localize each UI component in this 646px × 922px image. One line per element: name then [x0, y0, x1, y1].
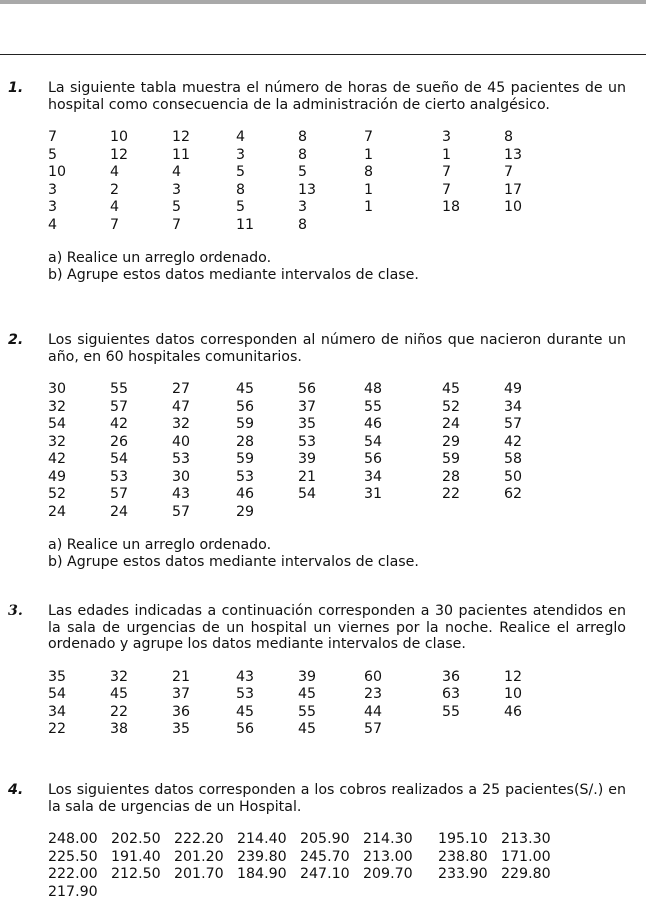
- table-cell: 59: [236, 416, 255, 432]
- table-cell: 3: [48, 181, 58, 198]
- table-cell: 54: [48, 416, 67, 432]
- table-cell: 24: [48, 503, 67, 520]
- table-cell: 59: [442, 451, 461, 467]
- table-cell: 28: [236, 433, 255, 450]
- table-cell: 46: [364, 416, 383, 432]
- table-row: [48, 147, 626, 165]
- table-cell: 44: [364, 703, 383, 720]
- table-cell: 32: [172, 416, 191, 432]
- table-cell: 56: [236, 721, 255, 737]
- table-row: [48, 704, 626, 722]
- table-row: [48, 434, 626, 452]
- task-a: a) Realice un arreglo ordenado.: [48, 250, 272, 266]
- table-row: [48, 416, 626, 434]
- table-cell: 8: [504, 129, 514, 145]
- table-cell: 1: [442, 146, 452, 163]
- table-cell: 42: [48, 451, 67, 467]
- table-cell: 13: [504, 146, 523, 163]
- task-b: b) Agrupe estos datos mediante intervalos de clase.: [48, 554, 419, 570]
- table-cell: 247.10: [300, 866, 350, 882]
- table-cell: 32: [48, 398, 67, 415]
- table-cell: 11: [172, 146, 191, 163]
- table-cell: 55: [442, 703, 461, 720]
- table-cell: 233.90: [438, 866, 488, 882]
- table-cell: 56: [236, 398, 255, 415]
- table-row: [48, 866, 626, 884]
- table-cell: 245.70: [300, 848, 350, 865]
- table-cell: 21: [172, 668, 191, 685]
- table-cell: 49: [504, 381, 523, 397]
- table-cell: 3: [48, 199, 58, 215]
- table-cell: 60: [364, 668, 383, 685]
- table-cell: 10: [504, 199, 523, 215]
- problem-number: 2.: [8, 332, 24, 348]
- table-cell: 39: [298, 451, 317, 467]
- table-cell: 23: [364, 686, 383, 702]
- table-cell: 45: [298, 721, 317, 737]
- table-row: [48, 504, 626, 522]
- table-row: [48, 381, 626, 399]
- table-cell: 17: [504, 181, 523, 198]
- table-cell: 171.00: [501, 848, 551, 865]
- table-cell: 52: [442, 398, 461, 415]
- table-cell: 32: [48, 433, 67, 450]
- table-cell: 55: [110, 381, 129, 397]
- top-border: [0, 0, 646, 4]
- data-table: [48, 129, 626, 234]
- table-cell: 3: [442, 129, 452, 145]
- table-cell: 53: [110, 468, 129, 485]
- table-cell: 37: [172, 686, 191, 702]
- table-cell: 12: [172, 129, 191, 145]
- problem-text: Los siguientes datos corresponden al número de niños que nacieron durante un año, en 60 hospitales comunitarios.: [48, 332, 626, 365]
- table-cell: 57: [110, 398, 129, 415]
- table-cell: 8: [298, 216, 308, 233]
- table-row: [48, 831, 626, 849]
- table-row: [48, 182, 626, 200]
- task-list: [48, 537, 626, 571]
- table-cell: 7: [110, 216, 120, 233]
- table-row: [48, 469, 626, 487]
- table-cell: 195.10: [438, 831, 488, 847]
- table-cell: 12: [110, 146, 129, 163]
- table-cell: 229.80: [501, 866, 551, 882]
- table-cell: 8: [298, 129, 308, 145]
- table-cell: 30: [48, 381, 67, 397]
- table-cell: 57: [110, 486, 129, 502]
- table-cell: 8: [298, 146, 308, 163]
- table-cell: 213.00: [363, 848, 413, 865]
- table-cell: 212.50: [111, 866, 161, 882]
- table-cell: 35: [298, 416, 317, 432]
- table-cell: 42: [110, 416, 129, 432]
- table-cell: 22: [48, 721, 67, 737]
- table-cell: 24: [110, 503, 129, 520]
- task-a: a) Realice un arreglo ordenado.: [48, 537, 272, 553]
- table-cell: 30: [172, 468, 191, 485]
- table-cell: 202.50: [111, 831, 161, 847]
- table-cell: 28: [442, 468, 461, 485]
- table-cell: 248.00: [48, 831, 98, 847]
- problem-text: Los siguientes datos corresponden a los cobros realizados a 25 pacientes(S/.) en la sala de urgencias de un Hospital.: [48, 782, 626, 815]
- problem-statement: [8, 332, 626, 365]
- table-cell: 36: [172, 703, 191, 720]
- table-cell: 1: [364, 181, 374, 198]
- table-cell: 45: [236, 703, 255, 720]
- problem-text: La siguiente tabla muestra el número de horas de sueño de 45 pacientes de un hospital como consecuencia de la administración de cierto analgésico.: [48, 80, 626, 113]
- table-cell: 47: [172, 398, 191, 415]
- table-cell: 222.00: [48, 866, 98, 882]
- table-cell: 53: [172, 451, 191, 467]
- table-cell: 59: [236, 451, 255, 467]
- table-cell: 29: [236, 503, 255, 520]
- table-cell: 40: [172, 433, 191, 450]
- table-cell: 54: [364, 433, 383, 450]
- table-cell: 21: [298, 468, 317, 485]
- header-rule: [0, 54, 646, 55]
- data-table: [48, 381, 626, 521]
- table-cell: 205.90: [300, 831, 350, 847]
- table-row: [48, 451, 626, 469]
- table-cell: 5: [236, 164, 246, 180]
- table-cell: 55: [298, 703, 317, 720]
- table-cell: 54: [48, 686, 67, 702]
- table-cell: 4: [172, 164, 182, 180]
- table-cell: 45: [298, 686, 317, 702]
- table-cell: 56: [298, 381, 317, 397]
- table-cell: 238.80: [438, 848, 488, 865]
- task-b: b) Agrupe estos datos mediante intervalos de clase.: [48, 267, 419, 283]
- table-row: [48, 199, 626, 217]
- table-cell: 57: [172, 503, 191, 520]
- table-cell: 4: [48, 216, 58, 233]
- table-cell: 214.30: [363, 831, 413, 847]
- table-cell: 3: [236, 146, 246, 163]
- table-cell: 34: [504, 398, 523, 415]
- table-cell: 7: [364, 129, 374, 145]
- data-table: [48, 831, 626, 901]
- table-cell: 4: [110, 164, 120, 180]
- table-cell: 5: [172, 199, 182, 215]
- table-row: [48, 669, 626, 687]
- table-row: [48, 164, 626, 182]
- table-cell: 2: [110, 181, 120, 198]
- table-cell: 35: [48, 668, 67, 685]
- table-cell: 24: [442, 416, 461, 432]
- data-table: [48, 669, 626, 739]
- table-row: [48, 129, 626, 147]
- table-cell: 222.20: [174, 831, 224, 847]
- problem-number: 4.: [8, 782, 24, 798]
- table-row: [48, 486, 626, 504]
- table-cell: 37: [298, 398, 317, 415]
- problem-number: 1.: [8, 80, 24, 96]
- table-cell: 62: [504, 486, 523, 502]
- table-cell: 209.70: [363, 866, 413, 882]
- table-cell: 3: [172, 181, 182, 198]
- table-cell: 7: [442, 181, 452, 198]
- table-row: [48, 849, 626, 867]
- table-cell: 46: [504, 703, 523, 720]
- table-cell: 54: [110, 451, 129, 467]
- problem-text: Las edades indicadas a continuación corresponden a 30 pacientes atendidos en la sala de urgencias de un hospital un viernes por la noche. Realice el arreglo ordenado y agrupe los datos mediante intervalos de clase.: [48, 603, 626, 652]
- problem-3: [8, 603, 626, 739]
- table-cell: 53: [236, 468, 255, 485]
- table-cell: 45: [442, 381, 461, 397]
- table-cell: 4: [110, 199, 120, 215]
- table-cell: 5: [48, 146, 58, 163]
- table-cell: 27: [172, 381, 191, 397]
- table-cell: 10: [48, 164, 67, 180]
- table-row: [48, 884, 626, 902]
- problem-1: [8, 80, 626, 284]
- table-cell: 55: [364, 398, 383, 415]
- table-cell: 1: [364, 146, 374, 163]
- table-cell: 54: [298, 486, 317, 502]
- table-cell: 5: [298, 164, 308, 180]
- table-cell: 217.90: [48, 883, 98, 900]
- table-cell: 18: [442, 199, 461, 215]
- table-cell: 42: [504, 433, 523, 450]
- problem-statement: [8, 603, 626, 653]
- table-row: [48, 686, 626, 704]
- table-cell: 35: [172, 721, 191, 737]
- table-cell: 214.40: [237, 831, 287, 847]
- table-cell: 201.70: [174, 866, 224, 882]
- problem-number: 3.: [8, 603, 23, 619]
- table-row: [48, 399, 626, 417]
- table-cell: 45: [110, 686, 129, 702]
- table-cell: 50: [504, 468, 523, 485]
- table-cell: 29: [442, 433, 461, 450]
- table-cell: 13: [298, 181, 317, 198]
- table-cell: 53: [236, 686, 255, 702]
- table-cell: 1: [364, 199, 374, 215]
- table-cell: 32: [110, 668, 129, 685]
- problem-4: [8, 782, 626, 901]
- table-cell: 31: [364, 486, 383, 502]
- table-cell: 11: [236, 216, 255, 233]
- table-cell: 4: [236, 129, 246, 145]
- table-cell: 34: [364, 468, 383, 485]
- table-cell: 39: [298, 668, 317, 685]
- table-cell: 7: [48, 129, 58, 145]
- table-cell: 3: [298, 199, 308, 215]
- table-row: [48, 217, 626, 235]
- table-cell: 38: [110, 721, 129, 737]
- table-cell: 58: [504, 451, 523, 467]
- table-cell: 184.90: [237, 866, 287, 882]
- table-cell: 239.80: [237, 848, 287, 865]
- table-cell: 34: [48, 703, 67, 720]
- table-cell: 56: [364, 451, 383, 467]
- table-cell: 225.50: [48, 848, 98, 865]
- problem-statement: [8, 80, 626, 113]
- table-cell: 48: [364, 381, 383, 397]
- table-cell: 53: [298, 433, 317, 450]
- task-list: [48, 250, 626, 284]
- table-cell: 45: [236, 381, 255, 397]
- table-cell: 8: [364, 164, 374, 180]
- problem-statement: [8, 782, 626, 815]
- table-cell: 49: [48, 468, 67, 485]
- table-cell: 191.40: [111, 848, 161, 865]
- table-cell: 7: [504, 164, 514, 180]
- table-cell: 43: [236, 668, 255, 685]
- table-cell: 22: [110, 703, 129, 720]
- table-cell: 63: [442, 686, 461, 702]
- table-cell: 213.30: [501, 831, 551, 847]
- table-cell: 8: [236, 181, 246, 198]
- table-cell: 5: [236, 199, 246, 215]
- table-cell: 201.20: [174, 848, 224, 865]
- table-cell: 7: [442, 164, 452, 180]
- table-cell: 7: [172, 216, 182, 233]
- table-cell: 26: [110, 433, 129, 450]
- table-cell: 43: [172, 486, 191, 502]
- problem-2: [8, 332, 626, 571]
- table-cell: 10: [110, 129, 129, 145]
- table-cell: 57: [504, 416, 523, 432]
- table-cell: 57: [364, 721, 383, 737]
- table-cell: 52: [48, 486, 67, 502]
- table-cell: 22: [442, 486, 461, 502]
- table-cell: 10: [504, 686, 523, 702]
- table-cell: 36: [442, 668, 461, 685]
- table-cell: 12: [504, 668, 523, 685]
- table-cell: 46: [236, 486, 255, 502]
- table-row: [48, 721, 626, 739]
